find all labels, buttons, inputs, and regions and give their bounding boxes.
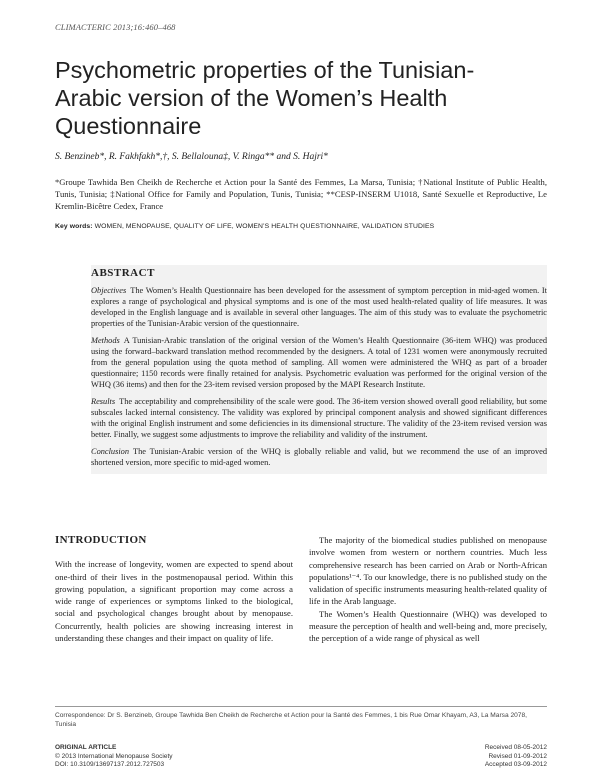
abstract-heading: ABSTRACT	[91, 267, 155, 279]
correspondence-note: Correspondence: Dr S. Benzineb, Groupe Tawhida Ben Cheikh de Recherche et Action pour la Santé des Femmes, 1 bis Rue Omar Khayam, A3, La Marsa 2078, Tunisia	[55, 706, 547, 729]
article-title: Psychometric properties of the Tunisian-Arabic version of the Women’s Health Questionnaire	[55, 57, 475, 139]
conclusion-label: Conclusion	[91, 447, 130, 456]
copyright: © 2013 International Menopause Society	[55, 752, 173, 760]
left-column	[55, 534, 293, 644]
results-label: Results	[91, 397, 116, 406]
received-date: Received 08-05-2012	[484, 744, 547, 751]
footer-left	[55, 744, 173, 770]
abstract-box	[91, 265, 547, 474]
keywords	[55, 223, 434, 230]
article-type: ORIGINAL ARTICLE	[55, 744, 117, 751]
right-column	[309, 534, 547, 645]
revised-date: Revised 01-09-2012	[488, 752, 547, 760]
abstract-methods	[91, 335, 547, 390]
keywords-label: Key words:	[55, 223, 93, 230]
author-list: S. Benzineb*, R. Fakhfakh*,†, S. Bellalouna‡, V. Ringa** and S. Hajri*	[55, 152, 328, 162]
conclusion-text: The Tunisian-Arabic version of the WHQ is globally reliable and valid, but we recommend the use of an improved shortened version, more specific to mid-aged women.	[91, 447, 547, 467]
objectives-text: The Women’s Health Questionnaire has been developed for the assessment of symptom perception in mid-aged women. It explores a range of psychological and physical symptoms and is one of the most used health-related quality of life measures. It was developed in the English language and is available in several other languages. The aim of this study was to evaluate the psychometric properties of the Tunisian-Arabic version of the questionnaire.	[91, 286, 547, 328]
accepted-date: Accepted 03-09-2012	[484, 761, 547, 768]
introduction-heading: INTRODUCTION	[55, 534, 147, 546]
intro-paragraph-3: The Women’s Health Questionnaire (WHQ) was developed to measure the perception of health and well-being and, more precisely, the perception of a wide range of physical as well	[309, 608, 547, 644]
methods-label: Methods	[91, 336, 120, 345]
results-text: The acceptability and comprehensibility of the scale were good. The 36-item version showed overall good reliability, but some subscales lacked internal consistency. The validity was explored by principal component analysis and showed significant differences with the original English instrument and some deficiencies in its dimensional structure. The validity of the 23-item revised version was better. Finally, we suggest some adjustments to improve the reliability and validity of the instrument.	[91, 397, 547, 439]
journal-citation: CLIMACTERIC 2013;16:460–468	[55, 22, 176, 32]
abstract-results	[91, 396, 547, 440]
intro-paragraph-1: With the increase of longevity, women are expected to spend about one-third of their lives in the postmenopausal period. Within this growing population, a significant proportion may come across a wide range of experiences or symptoms linked to the biological, social and psychological changes brought about by menopause. Concurrently, health policies are showing increasing interest in understanding these changes and their impact on quality of life.	[55, 559, 293, 644]
doi: DOI: 10.3109/13697137.2012.727503	[55, 761, 165, 768]
affiliations: *Groupe Tawhida Ben Cheikh de Recherche et Action pour la Santé des Femmes, La Marsa, Tunisia; †National Institute of Public Health, Tunis, Tunisia; ‡National Office for Family and Population, Tunis, Tunisia; **CESP-INSERM U1018, Santé Sexuelle et Reproductive, Le Kremlin-Bicêtre Cedex, France	[55, 177, 547, 211]
keywords-text: WOMEN, MENOPAUSE, QUALITY OF LIFE, WOMEN’S HEALTH QUESTIONNAIRE, VALIDATION STUDIES	[94, 223, 435, 230]
footer-right	[485, 744, 547, 770]
abstract-objectives	[91, 285, 547, 329]
abstract-conclusion	[91, 446, 547, 468]
intro-paragraph-2: The majority of the biomedical studies published on menopause involve women from western or northern countries. Much less comprehensive research has been carried on Arab or North-African populations¹⁻⁴. To our knowledge, there is no published study on the validation of specific instruments measuring health-related quality of life in the Arab language.	[309, 535, 547, 607]
methods-text: A Tunisian-Arabic translation of the original version of the Women’s Health Questionnaire (36-item WHQ) was produced using the forward–backward translation method recommended by the designers. A total of 1231 women were anonymously recruited from the general population using the quota method of sampling. All women were administered the WHQ as part of a broader questionnaire; 1150 records were finally retained for analysis. Psychometric evaluation was performed for the original version of the WHQ (36 items) and then for the 23-item revised version proposed by the MAPI Research Institute.	[91, 336, 547, 389]
objectives-label: Objectives	[91, 286, 127, 295]
